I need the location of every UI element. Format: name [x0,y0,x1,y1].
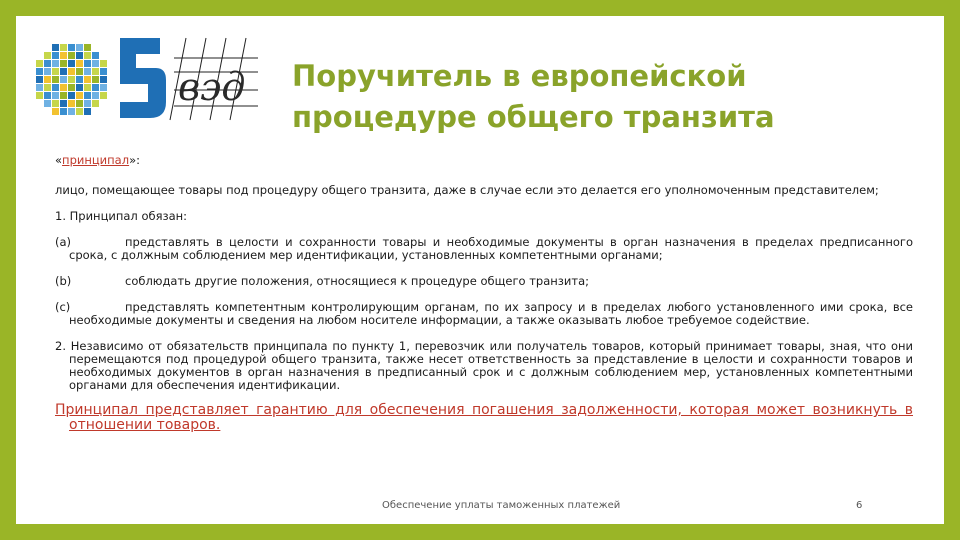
point-1-heading: 1. Принципал обязан: [55,209,188,223]
logo-tile [92,60,99,67]
logo-tile [44,92,51,99]
slide [16,16,944,524]
item-letter: (b) [55,274,72,288]
item-b [55,275,913,288]
logo-tile [60,44,67,51]
logo-tile [76,44,83,51]
logo-tile [76,60,83,67]
logo-tile [76,108,83,115]
logo-tile [84,108,91,115]
logo-tile [84,100,91,107]
item-c [55,301,913,327]
logo-tile [60,108,67,115]
logo-tile [100,92,107,99]
item-text: представлять в целости и сохранности товары и необходимые документы в орган назначения в пределах предписанного срока, с должным соблюдением мер идентификации, установленных компетентными органами; [69,235,913,262]
logo-tile [36,84,43,91]
logo-tile [92,84,99,91]
logo-tile [84,84,91,91]
logo-tile [44,100,51,107]
logo-tile [92,92,99,99]
logo-tile [100,76,107,83]
logo-tile [60,76,67,83]
logo-tile [60,100,67,107]
logo-tile [52,44,59,51]
logo-tile [76,100,83,107]
logo-tile [52,60,59,67]
term-heading [55,154,913,167]
logo-tile [36,92,43,99]
logo-tile [68,108,75,115]
logo-tile [100,60,107,67]
logo-tile [76,84,83,91]
logo-tile [92,52,99,59]
logo-tile [52,68,59,75]
logo-tile [44,52,51,59]
logo-tile [84,44,91,51]
logo-tile [68,92,75,99]
term-word: принципал [62,153,130,167]
logo-tile [52,76,59,83]
guarantee-statement: Принципал представляет гарантию для обеспечения погашения задолженности, которая может возникнуть в отношении товаров. [55,402,913,433]
logo-tile [84,92,91,99]
item-a [55,236,913,262]
logo-tile [68,100,75,107]
logo-tile [52,100,59,107]
logo-tile [92,68,99,75]
logo-tile [52,52,59,59]
logo-tile [92,100,99,107]
logo-tile [60,68,67,75]
item-letter: (c) [55,300,71,314]
page-number: 6 [856,500,863,511]
logo-tile [60,84,67,91]
logo-tile [44,68,51,75]
logo-tile [44,60,51,67]
logo-tile [36,68,43,75]
definition: лицо, помещающее товары под процедуру общего транзита, даже в случае если это делается его уполномоченным представителем; [55,183,879,197]
body-text [55,154,913,433]
logo-tile [68,60,75,67]
logo-tile [76,76,83,83]
logo-tile [44,76,51,83]
quote-open: « [55,153,63,167]
point-2: 2. Независимо от обязательств принципала по пункту 1, перевозчик или получатель товаров, который принимает товары, зная, что они перемещаются под процедурой общего транзита, также несет ответственность за представление в целости и сохранности товаров и необходимых документов в орган назначения в предписанный срок и с должным соблюдением мер, установленных компетентными органами для обеспечения идентификации. [55,339,913,392]
item-text: представлять компетентным контролирующим органам, по их запросу и в пределах любого установленного ими срока, все необходимые документы и сведения на любом носителе информации, а также оказывать любое требуемое содействие. [69,300,913,327]
company-logo [28,24,260,136]
logo-tile [84,68,91,75]
item-text: соблюдать другие положения, относящиеся к процедуре общего транзита; [125,274,590,288]
logo-tile [68,68,75,75]
logo-tile [60,60,67,67]
logo-tile [68,84,75,91]
logo-tile [60,92,67,99]
logo-tile [52,92,59,99]
logo-tile [76,52,83,59]
logo-tile [68,76,75,83]
quote-close: »: [129,153,140,167]
logo-tile [100,84,107,91]
logo-tile [76,92,83,99]
svg-text:вэд: вэд [178,65,246,109]
logo-tile [84,52,91,59]
footer-text: Обеспечение уплаты таможенных платежей [382,500,621,511]
logo-tile [44,84,51,91]
logo-tile [68,44,75,51]
logo-tile [68,52,75,59]
logo-tile [100,68,107,75]
logo-tile [76,68,83,75]
logo-tile [92,76,99,83]
item-letter: (a) [55,235,72,249]
logo-tile [60,52,67,59]
logo-tile [36,60,43,67]
logo-tile [84,76,91,83]
slide-title [292,56,892,138]
logo-tile [36,76,43,83]
title-line-2: процедуре общего транзита [292,100,775,134]
logo-tile [52,84,59,91]
logo-tile [52,108,59,115]
logo-tile [84,60,91,67]
title-line-1: Поручитель в европейской [292,59,747,93]
